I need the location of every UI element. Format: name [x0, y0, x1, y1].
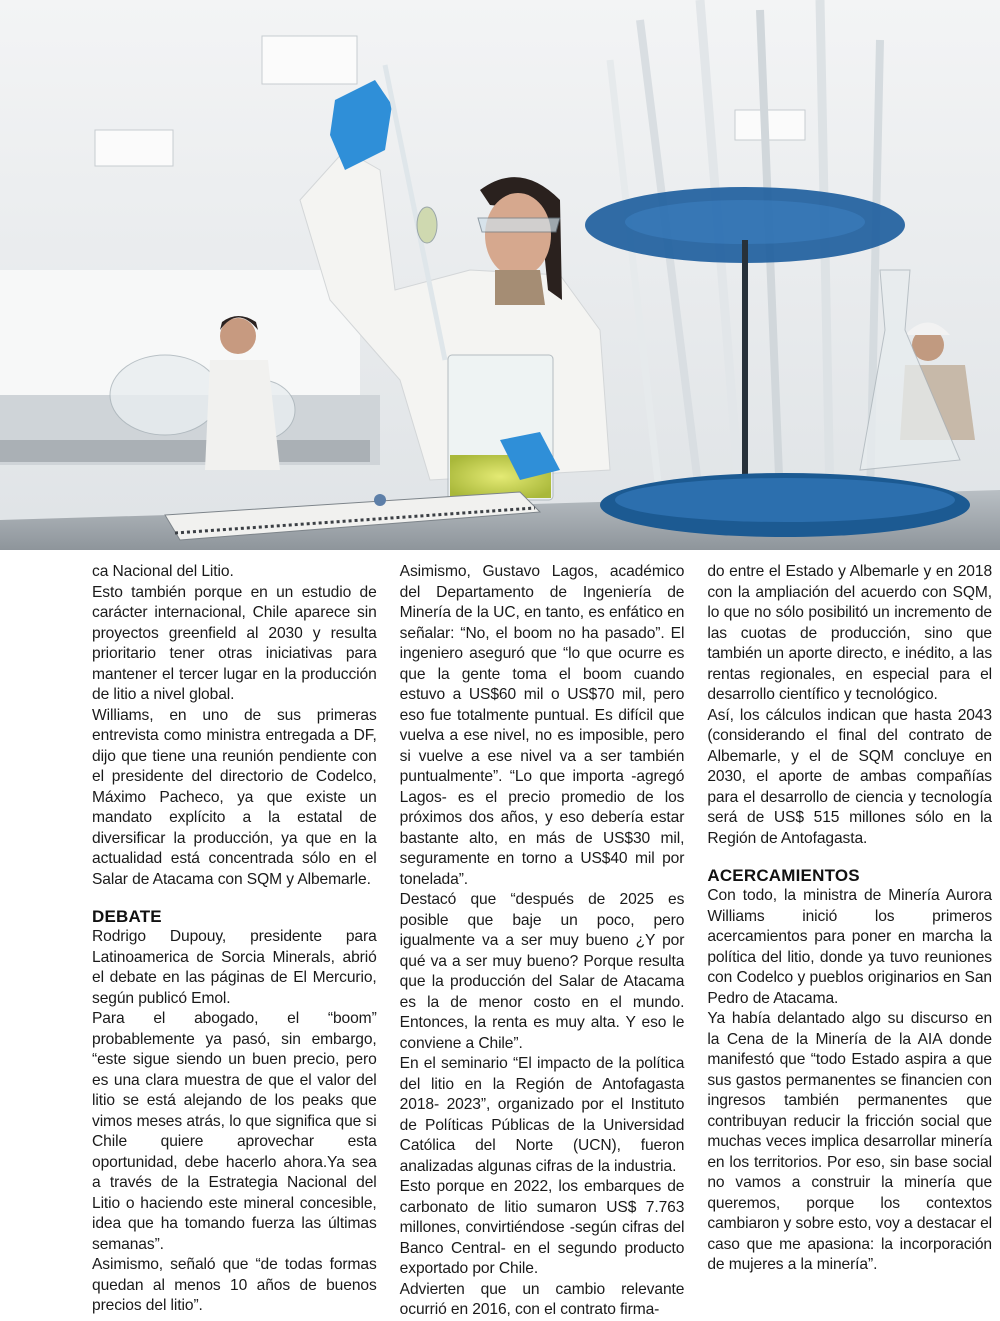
paragraph: Destacó que “después de 2025 es posible que baje un poco, pero igualmente va a ser muy bueno ¿Y por qué va a ser muy bueno? Porque resulta que la producción del Salar de Atacama es la de menor costo en el mundo. Entonces, la renta es muy alta. Y eso le conviene a Chile”. — [399, 891, 685, 1052]
paragraph: Ya había delantado algo su discurso en la Cena de la Minería de la AIA donde manifestó que “todo Estado aspira a que sus gastos permanentes se financien con ingresos también permanentes que contribuyan reducir la fricción social que muchas veces implica desarrollar minería en los territorios. Por eso, sin base social no vamos a construir la minería que queremos, porque los contextos cambiaron y sobre esto, voy a destacar el caso que me apasiona: la incorporación de mujeres a la minería”. — [707, 1010, 993, 1273]
paragraph: Esto también porque en un estudio de carácter internacional, Chile aparece sin proyectos greenfield al 2030 y resulta prioritario tener otras iniciativas para mantener el tercer lugar en la producción de litio a nivel global. — [92, 583, 377, 703]
article-column-2 — [399, 562, 685, 1318]
laboratory-illustration — [0, 0, 1000, 550]
paragraph: Asimismo, señaló que “de todas formas quedan al menos 10 años de buenos precios del litio”. — [92, 1256, 377, 1314]
article-column-1 — [92, 562, 377, 1314]
article-body — [92, 562, 993, 1318]
paragraph: do entre el Estado y Albemarle y en 2018 con la ampliación del acuerdo con SQM, lo que no sólo posibilitó un incremento de las cuotas de producción, sino que también un aporte directo, e inédito, a las rentas regionales, en especial para el desarrollo científico y tecnológico. — [707, 563, 993, 703]
paragraph: En el seminario “El impacto de la política del litio en la Región de Antofagasta 2018- 2023”, organizado por el Instituto de Políticas Públicas de la Universidad Católica del Norte (UCN), fueron analizadas algunas cifras de la industria. — [399, 1055, 685, 1175]
article-column-3 — [707, 562, 992, 1307]
paragraph: Advierten que un cambio relevante ocurrió en 2016, con el contrato firma- — [399, 1280, 685, 1318]
section-heading-debate: DEBATE — [92, 907, 162, 926]
scientist-face — [485, 193, 551, 277]
section-heading-acercamientos: ACERCAMIENTOS — [707, 866, 860, 885]
paragraph: ca Nacional del Litio. — [92, 563, 234, 580]
ceiling-light — [95, 130, 173, 166]
laboratory-photo — [0, 0, 1000, 550]
paragraph: Asimismo, Gustavo Lagos, académico del Departamento de Ingeniería de Minería de la UC, en tanto, es enfático en señalar: “No, el boom no ha pasado”. El ingeniero aseguró que “lo que ocurre es que la gente toma el boom cuando estuvo a US$60 mil o US$70 mil, pero eso fue totalmente puntual. Es difícil que vuelva a ese nivel, no es imposible, pero si vuelve a ese nivel va a ser también puntualmente”. “Lo que importa -agregó Lagos- es el precio promedio de los próximos dos años, y eso debería estar bastante alto, en más de US$30 mil, seguramente en torno a US$40 mil por tonelada”. — [399, 563, 685, 888]
paragraph: Así, los cálculos indican que hasta 2043 (considerando el final del contrato de Albemarle, y el de SQM concluye en 2030, el aporte de ambas compañías para el desarrollo de ciencia y tecnología será de US$ 515 millones sólo en la Región de Antofagasta. — [707, 706, 993, 847]
paragraph: Con todo, la ministra de Minería Aurora Williams inició los primeros acercamientos para poner en marcha la política del litio, donde ya tuvo reuniones con Codelco y pueblos originarios en San Pedro de Atacama. — [707, 887, 993, 1007]
paragraph: Williams, en uno de sus primeras entrevista como ministra entregada a DF, dijo que tiene una reunión pendiente con el presidente del directorio de Codelco, Máximo Pacheco, ya que existe un mandato explícito a la estatal de diversificar la producción, ya que en la actualidad está concentrada sólo en el Salar de Atacama con SQM y Albemarle. — [92, 706, 377, 888]
paragraph: Esto porque en 2022, los embarques de carbonato de litio sumaron US$ 7.763 millones, convirtiéndose -según cifras del Banco Central- en el segundo producto exportado por Chile. — [399, 1178, 685, 1277]
paragraph: Para el abogado, el “boom” probablemente ya pasó, sin embargo, “este sigue siendo un buen precio, pero es una clara muestra de que el valor del litio se está alejando de los peaks que vimos meses atrás, lo que significa que si Chile quiere aprovechar esta oportunidad, debe hacerlo ahora.Ya sea a través de la Estrategia Nacional del Litio o haciendo este mineral concesible, idea que ha tomando fuerza las últimas semanas”. — [92, 1010, 377, 1253]
ceiling-light — [262, 36, 357, 84]
paragraph: Rodrigo Dupouy, presidente para Latinoamerica de Sorcia Minerals, abrió el debate en las páginas de El Mercurio, según publicó Emol. — [92, 928, 377, 1007]
